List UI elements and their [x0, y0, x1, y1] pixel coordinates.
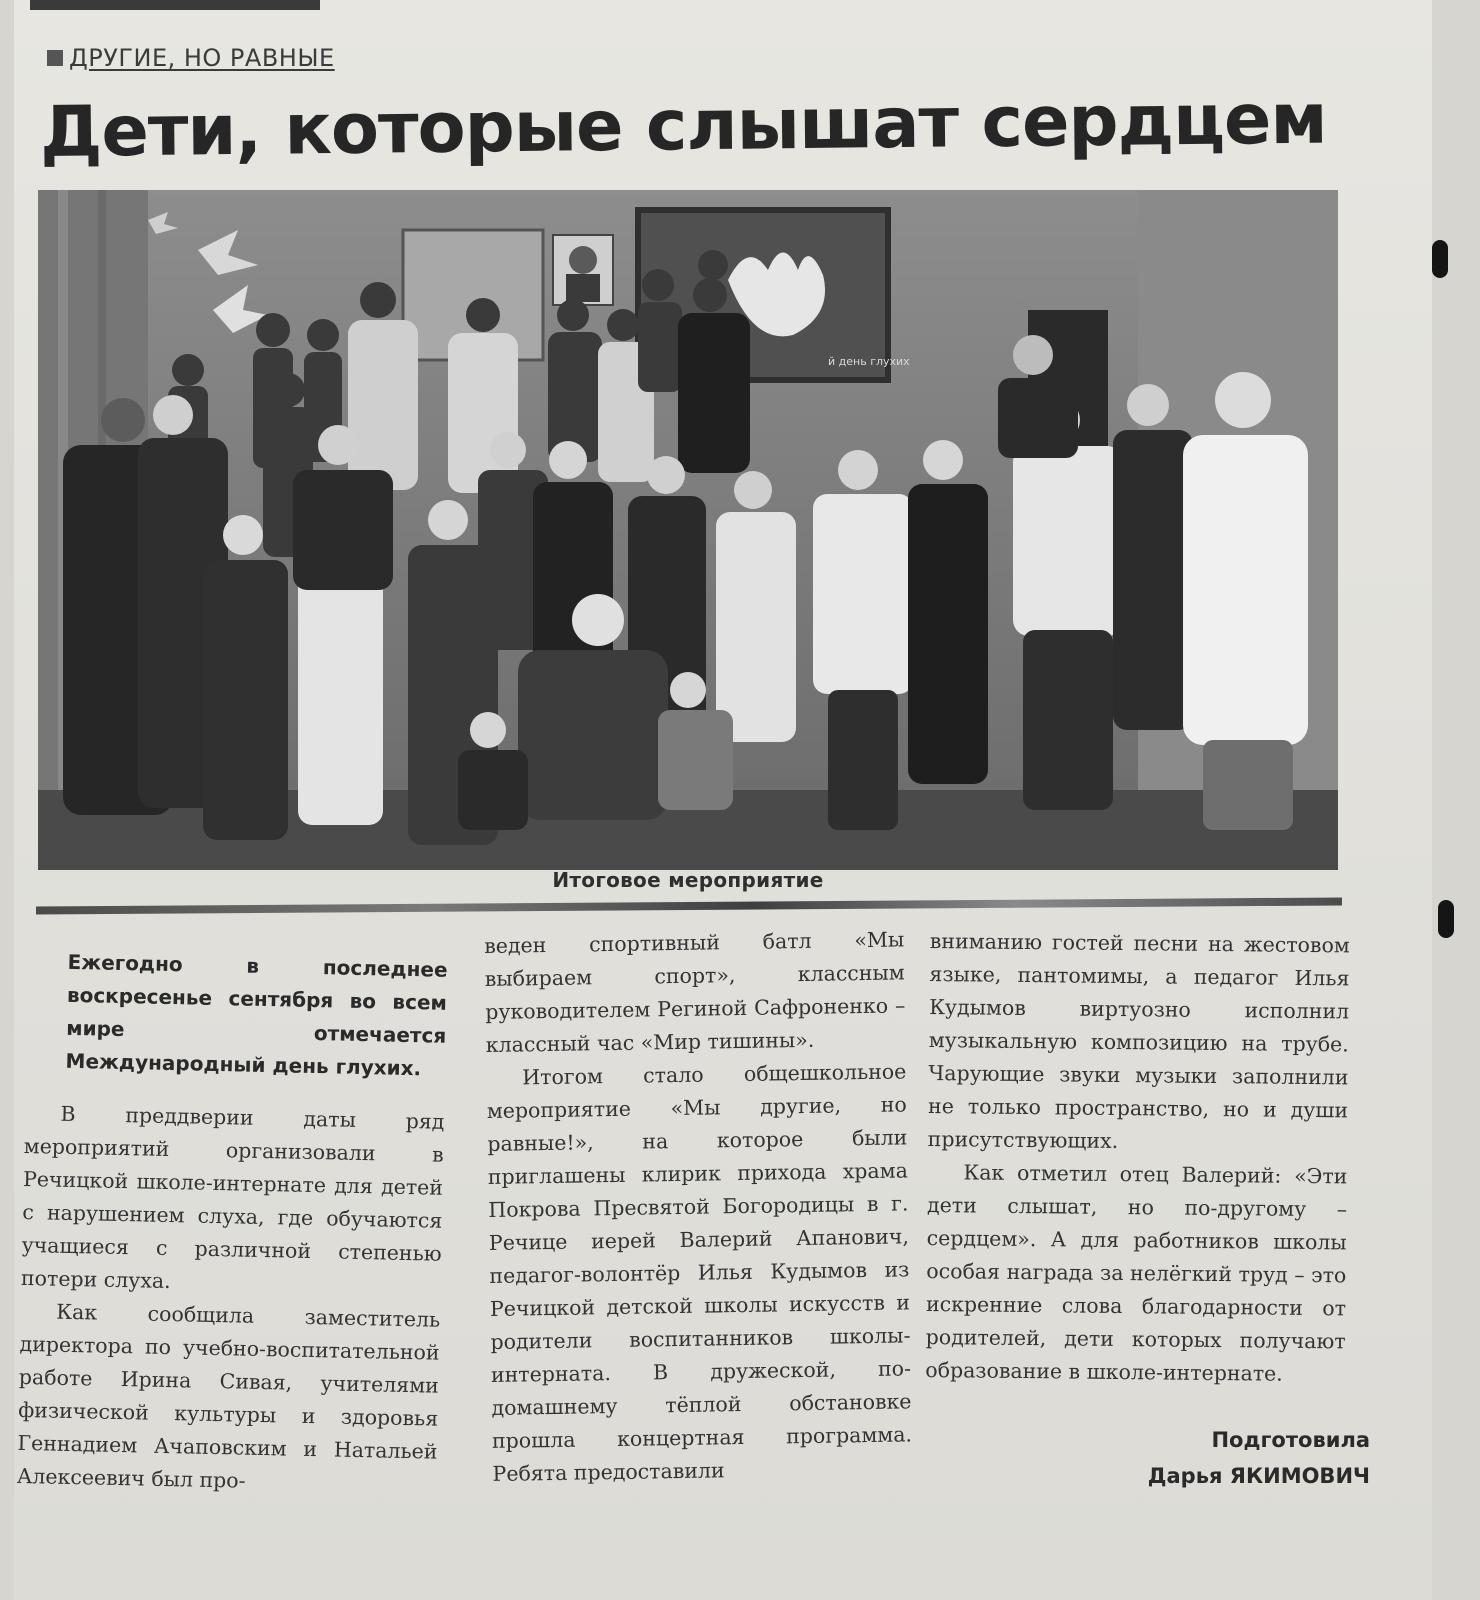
photo-caption: Итоговое мероприятие — [552, 868, 824, 892]
poster-text: й день глухих — [828, 355, 910, 368]
paragraph: веден спортивный батл «Мы выбираем спорт», классным руководителем Региной Сафроненко – классный час «Мир тишины». — [484, 927, 906, 1057]
article-column-2 — [484, 923, 913, 1491]
rubric-label: ДРУГИЕ, НО РАВНЫЕ — [69, 44, 335, 72]
paragraph: вниманию гостей песни на жестовом языке, пантомимы, а педагог Илья Кудымов виртуозно исполнил музыкальную композицию на трубе. Чарующие звуки музыки заполнили не только пространство, но и души присутствующих. — [927, 928, 1350, 1153]
paragraph: Итогом стало общешкольное мероприятие «Мы другие, но равные!», на которое были приглашены клирик прихода храма Покрова Пресвятой Богородицы в г. Речице иерей Валерий Апанович, педагог-волонтёр Илья Кудымов из Речицкой детской школы искусств и родители воспитанников школы-интерната. В дружеской, по-домашнему тёплой обстановке прошла концертная программа. Ребята предоставили — [486, 1059, 913, 1486]
paragraph: Как сообщила заместитель директора по учебно-воспитательной работе Ирина Сивая, учителями физической культуры и здоровья Геннадием Ачаповским и Натальей Алексеевич был про- — [16, 1299, 441, 1493]
group-photo — [38, 190, 1338, 870]
top-strip — [30, 0, 320, 10]
edge-mark-top — [1432, 240, 1448, 278]
article-lead: Ежегодно в последнее воскресенье сентября во всем мире отмечается Международный день глухих. — [65, 949, 448, 1081]
article-column-1 — [17, 945, 448, 1502]
edge-mark-bottom — [1438, 900, 1454, 938]
article-column-3 — [925, 925, 1350, 1391]
section-rubric — [47, 44, 335, 72]
rubric-square-icon — [47, 50, 63, 66]
byline-label: Подготовила — [1211, 1428, 1370, 1452]
byline-author: Дарья ЯКИМОВИЧ — [1147, 1464, 1370, 1488]
byline — [1148, 1422, 1370, 1494]
paragraph: Как отметил отец Валерий: «Эти дети слышат, но по-другому – сердцем». А для работников школы особая награда за нелёгкий труд – это искренние слова благодарности от родителей, дети которых получают образование в школе-интернате. — [925, 1160, 1348, 1386]
group-photo-drawing — [38, 190, 1338, 870]
article-headline: Дети, которые слышат сердцем — [39, 77, 1328, 173]
paragraph: В преддверии даты ряд мероприятий организовали в Речицкой школе-интернате для детей с нарушением слуха, где обучаются учащиеся с различной степенью потери слуха. — [20, 1101, 445, 1294]
